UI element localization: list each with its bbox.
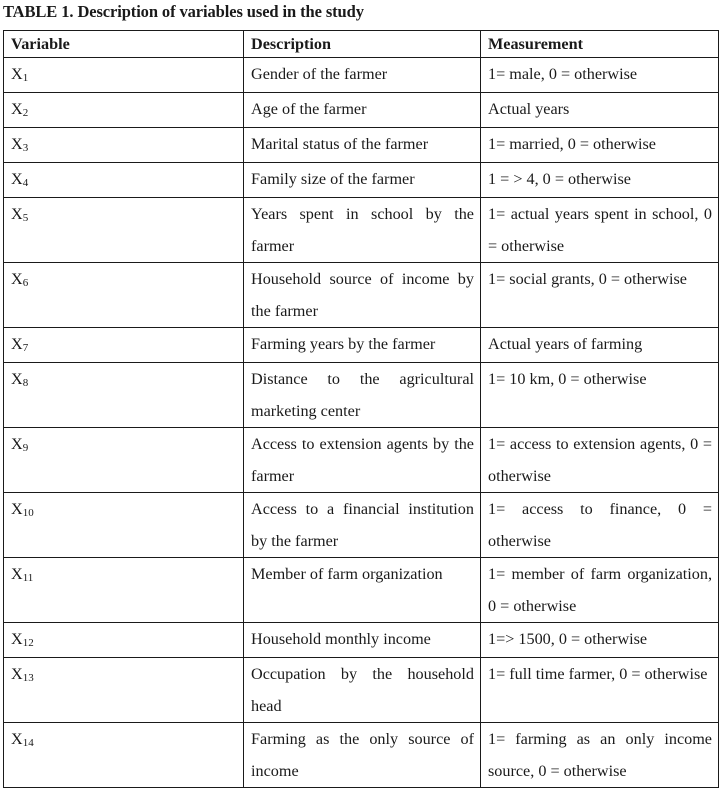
variable-subscript: 3 xyxy=(22,142,29,154)
measurement-cell: 1= farming as an only income source, 0 = otherwise xyxy=(481,723,719,788)
variable-cell xyxy=(4,723,244,788)
variable-symbol: X xyxy=(11,370,23,388)
measurement-cell: 1=> 1500, 0 = otherwise xyxy=(481,623,719,658)
variable-subscript: 12 xyxy=(22,637,34,649)
variable-subscript: 6 xyxy=(22,277,29,289)
variable-cell xyxy=(4,58,244,93)
variable-subscript: 7 xyxy=(22,342,29,354)
variable-cell xyxy=(4,93,244,128)
table-row xyxy=(4,263,719,328)
measurement-cell: 1= social grants, 0 = otherwise xyxy=(481,263,719,328)
table-row xyxy=(4,723,719,788)
measurement-cell: 1= full time farmer, 0 = otherwise xyxy=(481,658,719,723)
header-variable: Variable xyxy=(4,31,244,58)
variable-cell xyxy=(4,623,244,658)
measurement-cell: Actual years of farming xyxy=(481,328,719,363)
variable-cell xyxy=(4,658,244,723)
variable-cell xyxy=(4,198,244,263)
variable-symbol: X xyxy=(11,65,23,83)
measurement-cell: 1= male, 0 = otherwise xyxy=(481,58,719,93)
description-cell: Gender of the farmer xyxy=(244,58,481,93)
table-row xyxy=(4,363,719,428)
variable-symbol: X xyxy=(11,565,23,583)
variable-symbol: X xyxy=(11,335,23,353)
measurement-cell: 1= actual years spent in school, 0 = otherwise xyxy=(481,198,719,263)
variable-symbol: X xyxy=(11,170,23,188)
variable-symbol: X xyxy=(11,135,23,153)
description-cell: Marital status of the farmer xyxy=(244,128,481,163)
variable-subscript: 8 xyxy=(22,377,29,389)
description-cell: Farming as the only source of income xyxy=(244,723,481,788)
variable-cell xyxy=(4,363,244,428)
measurement-cell: 1= member of farm organization, 0 = otherwise xyxy=(481,558,719,623)
variable-subscript: 2 xyxy=(22,107,29,119)
variable-cell xyxy=(4,558,244,623)
variable-cell xyxy=(4,493,244,558)
variable-subscript: 1 xyxy=(22,72,29,84)
variable-symbol: X xyxy=(11,665,23,683)
description-cell: Farming years by the farmer xyxy=(244,328,481,363)
variable-symbol: X xyxy=(11,270,23,288)
measurement-cell: Actual years xyxy=(481,93,719,128)
measurement-cell: 1 = > 4, 0 = otherwise xyxy=(481,163,719,198)
table-row xyxy=(4,163,719,198)
variable-symbol: X xyxy=(11,500,23,518)
variable-subscript: 13 xyxy=(22,672,34,684)
table-row xyxy=(4,58,719,93)
variable-subscript: 10 xyxy=(22,507,34,519)
variable-symbol: X xyxy=(11,205,23,223)
description-cell: Occupation by the household head xyxy=(244,658,481,723)
measurement-cell: 1= married, 0 = otherwise xyxy=(481,128,719,163)
measurement-cell: 1= access to extension agents, 0 = otherwise xyxy=(481,428,719,493)
measurement-cell: 1= access to finance, 0 = otherwise xyxy=(481,493,719,558)
table-row xyxy=(4,128,719,163)
description-cell: Age of the farmer xyxy=(244,93,481,128)
variable-symbol: X xyxy=(11,435,23,453)
header-measurement: Measurement xyxy=(481,31,719,58)
table-row xyxy=(4,558,719,623)
description-cell: Family size of the farmer xyxy=(244,163,481,198)
description-cell: Household monthly income xyxy=(244,623,481,658)
description-cell: Access to extension agents by the farmer xyxy=(244,428,481,493)
description-cell: Distance to the agricultural marketing center xyxy=(244,363,481,428)
variable-subscript: 4 xyxy=(22,177,29,189)
variable-cell xyxy=(4,163,244,198)
variable-subscript: 5 xyxy=(22,212,29,224)
variable-cell xyxy=(4,328,244,363)
variable-cell xyxy=(4,128,244,163)
measurement-cell: 1= 10 km, 0 = otherwise xyxy=(481,363,719,428)
variable-cell xyxy=(4,428,244,493)
description-cell: Years spent in school by the farmer xyxy=(244,198,481,263)
variable-symbol: X xyxy=(11,100,23,118)
variables-table xyxy=(3,30,719,788)
variable-cell xyxy=(4,263,244,328)
table-row xyxy=(4,93,719,128)
variable-subscript: 9 xyxy=(22,442,29,454)
description-cell: Access to a financial institution by the farmer xyxy=(244,493,481,558)
variable-subscript: 11 xyxy=(22,572,34,584)
table-row xyxy=(4,658,719,723)
variable-symbol: X xyxy=(11,630,23,648)
table-row xyxy=(4,493,719,558)
table-row xyxy=(4,623,719,658)
variable-symbol: X xyxy=(11,730,23,748)
description-cell: Member of farm organization xyxy=(244,558,481,623)
header-description: Description xyxy=(244,31,481,58)
description-cell: Household source of income by the farmer xyxy=(244,263,481,328)
table-row xyxy=(4,198,719,263)
variable-subscript: 14 xyxy=(22,737,34,749)
table-header-row xyxy=(4,31,719,58)
table-row xyxy=(4,328,719,363)
table-caption: TABLE 1. Description of variables used in the study xyxy=(3,2,364,21)
table-row xyxy=(4,428,719,493)
